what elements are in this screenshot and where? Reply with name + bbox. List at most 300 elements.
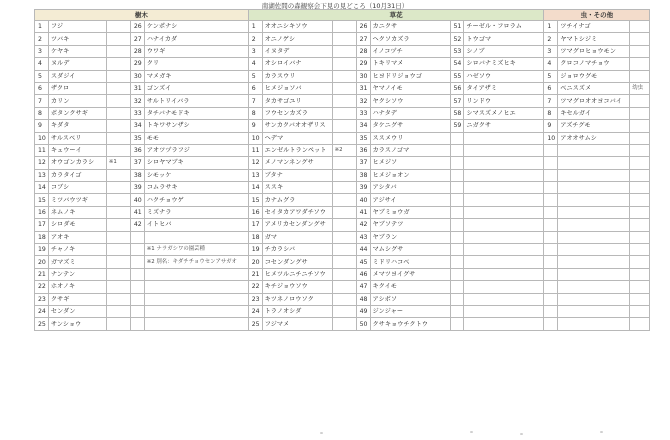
grass-number: 21 <box>248 268 262 280</box>
tree-number: 37 <box>130 157 144 169</box>
grass-number <box>450 256 464 268</box>
grass-name <box>464 157 544 169</box>
grass-name: ヤブソテツ <box>370 219 450 231</box>
tree-number: 16 <box>35 206 49 218</box>
insect-note <box>630 157 650 169</box>
insect-number: 3 <box>544 45 558 57</box>
grass-name: トラノオシダ <box>262 305 332 317</box>
tree-name: ホオノキ <box>48 281 106 293</box>
grass-name: シノブ <box>464 45 544 57</box>
tree-note <box>106 256 130 268</box>
grass-name: ススメウリ <box>370 132 450 144</box>
insect-note <box>630 70 650 82</box>
tree-number <box>130 281 144 293</box>
grass-name: ヤクシソウ <box>370 95 450 107</box>
tree-number: 41 <box>130 206 144 218</box>
insect-note <box>630 132 650 144</box>
tree-number: 39 <box>130 182 144 194</box>
grass-number: 7 <box>248 95 262 107</box>
tree-number: 20 <box>35 256 49 268</box>
grass-name: ミドリハコベ <box>370 256 450 268</box>
insect-name <box>558 231 630 243</box>
grass-name <box>464 194 544 206</box>
tree-note <box>106 268 130 280</box>
grass-name: ヒメジソ <box>370 157 450 169</box>
tree-name: ミツバウツギ <box>48 194 106 206</box>
tree-note <box>106 194 130 206</box>
insect-note <box>630 45 650 57</box>
insect-number <box>544 318 558 330</box>
grass-note <box>332 157 356 169</box>
grass-name: キチジョウソウ <box>262 281 332 293</box>
grass-name: イノコヅチ <box>370 45 450 57</box>
grass-number <box>450 157 464 169</box>
insect-name <box>558 305 630 317</box>
tree-note <box>106 120 130 132</box>
grass-number: 54 <box>450 58 464 70</box>
grass-number: 49 <box>356 305 370 317</box>
grass-number <box>450 305 464 317</box>
grass-note <box>332 33 356 45</box>
tree-name: ツバキ <box>48 33 106 45</box>
tree-number: 17 <box>35 219 49 231</box>
grass-note <box>332 256 356 268</box>
tree-name: シロヤマブキ <box>144 157 248 169</box>
tree-number: 18 <box>35 231 49 243</box>
tree-number <box>130 244 144 256</box>
grass-name: ヤマノイモ <box>370 82 450 94</box>
tree-number: 30 <box>130 70 144 82</box>
grass-number: 39 <box>356 182 370 194</box>
grass-name: チーゼル・フロラム <box>464 21 544 33</box>
tree-note <box>106 82 130 94</box>
tree-number: 42 <box>130 219 144 231</box>
insect-number: 6 <box>544 82 558 94</box>
grass-name <box>464 132 544 144</box>
grass-number: 46 <box>356 268 370 280</box>
grass-number: 58 <box>450 107 464 119</box>
grass-number: 6 <box>248 82 262 94</box>
tree-note <box>106 58 130 70</box>
grass-number: 24 <box>248 305 262 317</box>
tree-number: 5 <box>35 70 49 82</box>
grass-name: カニクサ <box>370 21 450 33</box>
tree-name: カリン <box>48 95 106 107</box>
insect-note <box>630 281 650 293</box>
insect-name <box>558 268 630 280</box>
grass-note <box>332 293 356 305</box>
tree-note <box>106 219 130 231</box>
insect-note <box>630 219 650 231</box>
grass-number: 1 <box>248 21 262 33</box>
insect-number: 10 <box>544 132 558 144</box>
tree-name: イトヒバ <box>144 219 248 231</box>
grass-number: 10 <box>248 132 262 144</box>
grass-number: 51 <box>450 21 464 33</box>
tree-number: 23 <box>35 293 49 305</box>
tree-number <box>130 318 144 330</box>
grass-name: オニノゲシ <box>262 33 332 45</box>
grass-name: ヒメツルニチニチソウ <box>262 268 332 280</box>
insect-note: 幼虫 <box>630 82 650 94</box>
scan-speck <box>320 432 323 434</box>
tree-name: ハナイカダ <box>144 33 248 45</box>
tree-name: コブシ <box>48 182 106 194</box>
insect-note <box>630 268 650 280</box>
insect-note <box>630 58 650 70</box>
grass-number: 37 <box>356 157 370 169</box>
insect-note <box>630 120 650 132</box>
grass-number: 9 <box>248 120 262 132</box>
grass-note <box>332 21 356 33</box>
tree-name <box>144 305 248 317</box>
observation-table <box>34 9 650 331</box>
grass-number <box>450 206 464 218</box>
table-row <box>35 58 650 70</box>
tree-name: チャノキ <box>48 244 106 256</box>
tree-number: 8 <box>35 107 49 119</box>
grass-number: 13 <box>248 169 262 181</box>
insect-name: ベニスズメ <box>558 82 630 94</box>
grass-number: 38 <box>356 169 370 181</box>
grass-name: ヒヨドリジョウゴ <box>370 70 450 82</box>
tree-name <box>144 281 248 293</box>
tree-note <box>106 281 130 293</box>
grass-number: 52 <box>450 33 464 45</box>
grass-number: 32 <box>356 95 370 107</box>
grass-number: 23 <box>248 293 262 305</box>
grass-name: ハゼソウ <box>464 70 544 82</box>
insect-name: ツチイナゴ <box>558 21 630 33</box>
grass-number <box>450 244 464 256</box>
grass-note <box>332 194 356 206</box>
insect-number: 5 <box>544 70 558 82</box>
grass-number <box>450 132 464 144</box>
grass-number: 16 <box>248 206 262 218</box>
table-row <box>35 132 650 144</box>
tree-name: ボタンクサギ <box>48 107 106 119</box>
tree-note <box>106 107 130 119</box>
grass-number: 41 <box>356 206 370 218</box>
insect-number: 4 <box>544 58 558 70</box>
grass-name <box>464 256 544 268</box>
grass-name <box>464 182 544 194</box>
grass-name: イヌタデ <box>262 45 332 57</box>
grass-note <box>332 318 356 330</box>
tree-name <box>144 268 248 280</box>
grass-name: リンドウ <box>464 95 544 107</box>
grass-name <box>464 305 544 317</box>
tree-number: 35 <box>130 132 144 144</box>
scan-speck <box>600 431 603 433</box>
insect-note <box>630 244 650 256</box>
grass-name: アシタバ <box>370 182 450 194</box>
grass-number: 29 <box>356 58 370 70</box>
grass-name <box>464 318 544 330</box>
table-row <box>35 293 650 305</box>
grass-note <box>332 219 356 231</box>
insect-name: ヤマトシジミ <box>558 33 630 45</box>
grass-name: タケニグサ <box>370 120 450 132</box>
grass-name: トウゴマ <box>464 33 544 45</box>
tree-name: タチバナモドキ <box>144 107 248 119</box>
header-insects: 虫・その他 <box>544 10 650 21</box>
grass-note <box>332 231 356 243</box>
grass-name: ヤブミョウガ <box>370 206 450 218</box>
tree-note <box>106 33 130 45</box>
table-row <box>35 231 650 243</box>
tree-name: スダジイ <box>48 70 106 82</box>
tree-name <box>144 231 248 243</box>
table-row <box>35 144 650 156</box>
tree-name: ザクロ <box>48 82 106 94</box>
tree-name: アオツヅラフジ <box>144 144 248 156</box>
tree-name: キュウーイ <box>48 144 106 156</box>
grass-name: クサキョウチクトウ <box>370 318 450 330</box>
tree-note <box>106 318 130 330</box>
grass-number: 30 <box>356 70 370 82</box>
grass-name: ヤブラン <box>370 231 450 243</box>
tree-number: 1 <box>35 21 49 33</box>
grass-note: ※2 <box>332 144 356 156</box>
grass-name: オシロイバナ <box>262 58 332 70</box>
grass-name: ガマ <box>262 231 332 243</box>
tree-name: ウワギ <box>144 45 248 57</box>
grass-number: 56 <box>450 82 464 94</box>
table-row <box>35 318 650 330</box>
tree-name: ゴンズイ <box>144 82 248 94</box>
grass-name: ブタナ <box>262 169 332 181</box>
grass-name: キクイモ <box>370 281 450 293</box>
grass-number: 33 <box>356 107 370 119</box>
grass-note <box>332 268 356 280</box>
insect-note <box>630 231 650 243</box>
grass-name: ニガクサ <box>464 120 544 132</box>
insect-number <box>544 144 558 156</box>
tree-number <box>130 293 144 305</box>
table-row <box>35 281 650 293</box>
grass-number: 34 <box>356 120 370 132</box>
tree-number <box>130 305 144 317</box>
grass-name: カラスノゴマ <box>370 144 450 156</box>
insect-number <box>544 244 558 256</box>
tree-number: 40 <box>130 194 144 206</box>
table-row <box>35 206 650 218</box>
insect-number <box>544 182 558 194</box>
insect-name <box>558 206 630 218</box>
grass-name: セイタカアワダチソウ <box>262 206 332 218</box>
insect-number <box>544 219 558 231</box>
insect-note <box>630 107 650 119</box>
tree-name: ハクチョウゲ <box>144 194 248 206</box>
grass-name: キツネノロウソク <box>262 293 332 305</box>
grass-number: 42 <box>356 219 370 231</box>
grass-note <box>332 45 356 57</box>
tree-name: ナンテン <box>48 268 106 280</box>
table-row <box>35 21 650 33</box>
tree-note: ※1 <box>106 157 130 169</box>
tree-note <box>106 144 130 156</box>
insect-number <box>544 305 558 317</box>
grass-name: タカサゴユリ <box>262 95 332 107</box>
grass-name <box>464 144 544 156</box>
tree-name: ケヤキ <box>48 45 106 57</box>
insect-number: 8 <box>544 107 558 119</box>
tree-name <box>144 293 248 305</box>
grass-name: トキリマメ <box>370 58 450 70</box>
table-row <box>35 244 650 256</box>
grass-number: 18 <box>248 231 262 243</box>
grass-number: 12 <box>248 157 262 169</box>
grass-number: 2 <box>248 33 262 45</box>
insect-name <box>558 194 630 206</box>
grass-name: メマツヨイグサ <box>370 268 450 280</box>
tree-name: モモ <box>144 132 248 144</box>
table-row <box>35 107 650 119</box>
grass-number: 40 <box>356 194 370 206</box>
header-trees: 樹木 <box>35 10 249 21</box>
grass-name: サンカクバオオザリス <box>262 120 332 132</box>
insect-number <box>544 268 558 280</box>
insect-number <box>544 256 558 268</box>
tree-number: 36 <box>130 144 144 156</box>
insect-name <box>558 219 630 231</box>
insect-number <box>544 194 558 206</box>
grass-note <box>332 107 356 119</box>
tree-number <box>130 256 144 268</box>
grass-name <box>464 219 544 231</box>
table-row <box>35 33 650 45</box>
tree-number: 7 <box>35 95 49 107</box>
tree-number: 27 <box>130 33 144 45</box>
table-row <box>35 157 650 169</box>
tree-name: サルトリイバラ <box>144 95 248 107</box>
grass-name <box>464 169 544 181</box>
tree-number: 24 <box>35 305 49 317</box>
tree-name: クリ <box>144 58 248 70</box>
footnote: ※2 別名：キダチチョウセンアサガオ <box>144 256 248 268</box>
grass-name <box>464 231 544 243</box>
tree-number: 33 <box>130 107 144 119</box>
insect-note <box>630 305 650 317</box>
grass-name: ヒメジョソバ <box>262 82 332 94</box>
grass-number <box>450 219 464 231</box>
insect-number: 9 <box>544 120 558 132</box>
tree-name: サルスベリ <box>48 132 106 144</box>
grass-number: 43 <box>356 231 370 243</box>
insect-number: 7 <box>544 95 558 107</box>
insect-name <box>558 157 630 169</box>
insect-note <box>630 206 650 218</box>
grass-number: 59 <box>450 120 464 132</box>
tree-note <box>106 231 130 243</box>
grass-number: 15 <box>248 194 262 206</box>
grass-number <box>450 169 464 181</box>
tree-note <box>106 132 130 144</box>
insect-note <box>630 182 650 194</box>
tree-name: カラタイゴ <box>48 169 106 181</box>
grass-name: オオニシキソウ <box>262 21 332 33</box>
tree-note <box>106 244 130 256</box>
grass-name: アメリカセンダングサ <box>262 219 332 231</box>
insect-number <box>544 169 558 181</box>
grass-number <box>450 293 464 305</box>
grass-number: 44 <box>356 244 370 256</box>
tree-number: 12 <box>35 157 49 169</box>
grass-name: ジンジャー <box>370 305 450 317</box>
page-title: 南湖佐間の森観察会下見の見どころ（10月31日） <box>261 2 409 10</box>
insect-note <box>630 21 650 33</box>
grass-name: マムシグサ <box>370 244 450 256</box>
grass-name: カラスウリ <box>262 70 332 82</box>
insect-number <box>544 157 558 169</box>
grass-number: 4 <box>248 58 262 70</box>
tree-name: ヌルデ <box>48 58 106 70</box>
tree-name: マメガキ <box>144 70 248 82</box>
grass-number <box>450 318 464 330</box>
grass-name: チカラシバ <box>262 244 332 256</box>
tree-note <box>106 206 130 218</box>
grass-note <box>332 95 356 107</box>
tree-note <box>106 95 130 107</box>
table-row <box>35 95 650 107</box>
grass-number: 35 <box>356 132 370 144</box>
tree-name: コムラサキ <box>144 182 248 194</box>
tree-number: 4 <box>35 58 49 70</box>
insect-name <box>558 144 630 156</box>
grass-name: ヘデマ <box>262 132 332 144</box>
insect-number <box>544 281 558 293</box>
grass-number <box>450 281 464 293</box>
grass-name: コセンダングサ <box>262 256 332 268</box>
insect-name <box>558 256 630 268</box>
grass-note <box>332 58 356 70</box>
table-row <box>35 305 650 317</box>
grass-number: 5 <box>248 70 262 82</box>
grass-note <box>332 305 356 317</box>
table-row <box>35 219 650 231</box>
table-row <box>35 45 650 57</box>
grass-note <box>332 244 356 256</box>
tree-note <box>106 182 130 194</box>
grass-name: フウセンカズラ <box>262 107 332 119</box>
scan-speck <box>470 431 473 433</box>
grass-note <box>332 132 356 144</box>
insect-note <box>630 194 650 206</box>
grass-number <box>450 182 464 194</box>
table-row <box>35 256 650 268</box>
insect-name: ツマグロオオヨコバイ <box>558 95 630 107</box>
tree-number: 11 <box>35 144 49 156</box>
insect-note <box>630 318 650 330</box>
grass-number <box>450 268 464 280</box>
grass-note <box>332 70 356 82</box>
grass-note <box>332 281 356 293</box>
tree-name: シモッケ <box>144 169 248 181</box>
grass-number: 28 <box>356 45 370 57</box>
tree-note <box>106 293 130 305</box>
grass-note <box>332 206 356 218</box>
grass-name: ヘクソカズラ <box>370 33 450 45</box>
grass-name: フジマメ <box>262 318 332 330</box>
tree-name: ネムノキ <box>48 206 106 218</box>
header-grass: 草花 <box>248 10 544 21</box>
grass-number <box>450 231 464 243</box>
grass-number: 55 <box>450 70 464 82</box>
tree-number: 31 <box>130 82 144 94</box>
insect-name: アオオサムシ <box>558 132 630 144</box>
grass-number: 3 <box>248 45 262 57</box>
